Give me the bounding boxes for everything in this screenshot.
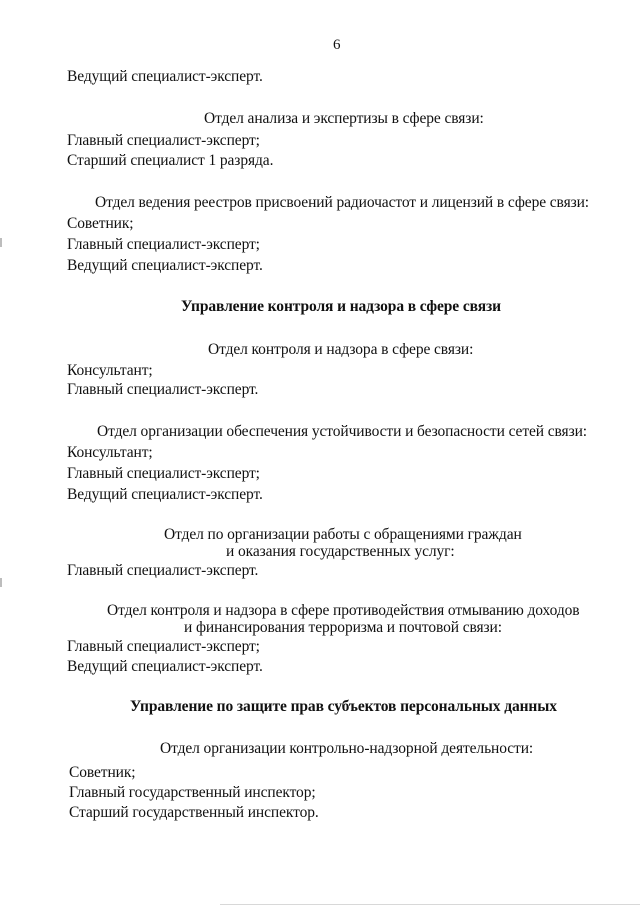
- department-heading: Отдел организации контрольно-надзорной деятельности:: [160, 740, 534, 757]
- position-line: Главный специалист-эксперт.: [67, 381, 259, 398]
- position-line: Советник;: [67, 215, 134, 232]
- position-line: Главный специалист-эксперт;: [67, 236, 260, 253]
- department-heading: и оказания государственных услуг:: [226, 543, 455, 560]
- directorate-heading: Управление контроля и надзора в сфере связи: [181, 298, 501, 315]
- position-line: Ведущий специалист-эксперт.: [67, 486, 263, 503]
- position-line: Консультант;: [67, 444, 153, 461]
- page-number: 6: [333, 37, 341, 53]
- scan-edge-mark: [0, 238, 2, 247]
- position-line: Ведущий специалист-эксперт.: [67, 68, 263, 85]
- position-line: Советник;: [69, 764, 136, 781]
- position-line: Ведущий специалист-эксперт.: [67, 257, 263, 274]
- department-heading: Отдел контроля и надзора в сфере противодействия отмыванию доходов: [107, 602, 580, 619]
- position-line: Главный специалист-эксперт.: [67, 562, 259, 579]
- position-line: Консультант;: [67, 362, 153, 379]
- department-heading: и финансирования терроризма и почтовой связи:: [184, 619, 502, 636]
- department-heading: Отдел ведения реестров присвоений радиочастот и лицензий в сфере связи:: [95, 194, 590, 211]
- position-line: Ведущий специалист-эксперт.: [67, 658, 263, 675]
- department-heading: Отдел контроля и надзора в сфере связи:: [208, 341, 474, 358]
- scan-edge-mark: [0, 578, 2, 587]
- department-heading: Отдел анализа и экспертизы в сфере связи:: [204, 110, 484, 127]
- department-heading: Отдел организации обеспечения устойчивости и безопасности сетей связи:: [97, 423, 587, 440]
- position-line: Главный специалист-эксперт;: [67, 465, 260, 482]
- position-line: Главный специалист-эксперт;: [67, 638, 260, 655]
- position-line: Главный государственный инспектор;: [69, 784, 316, 801]
- department-heading: Отдел по организации работы с обращениями граждан: [164, 526, 522, 543]
- position-line: Старший специалист 1 разряда.: [67, 152, 274, 169]
- position-line: Главный специалист-эксперт;: [67, 132, 260, 149]
- position-line: Старший государственный инспектор.: [69, 804, 319, 821]
- directorate-heading: Управление по защите прав субъектов персональных данных: [130, 698, 557, 715]
